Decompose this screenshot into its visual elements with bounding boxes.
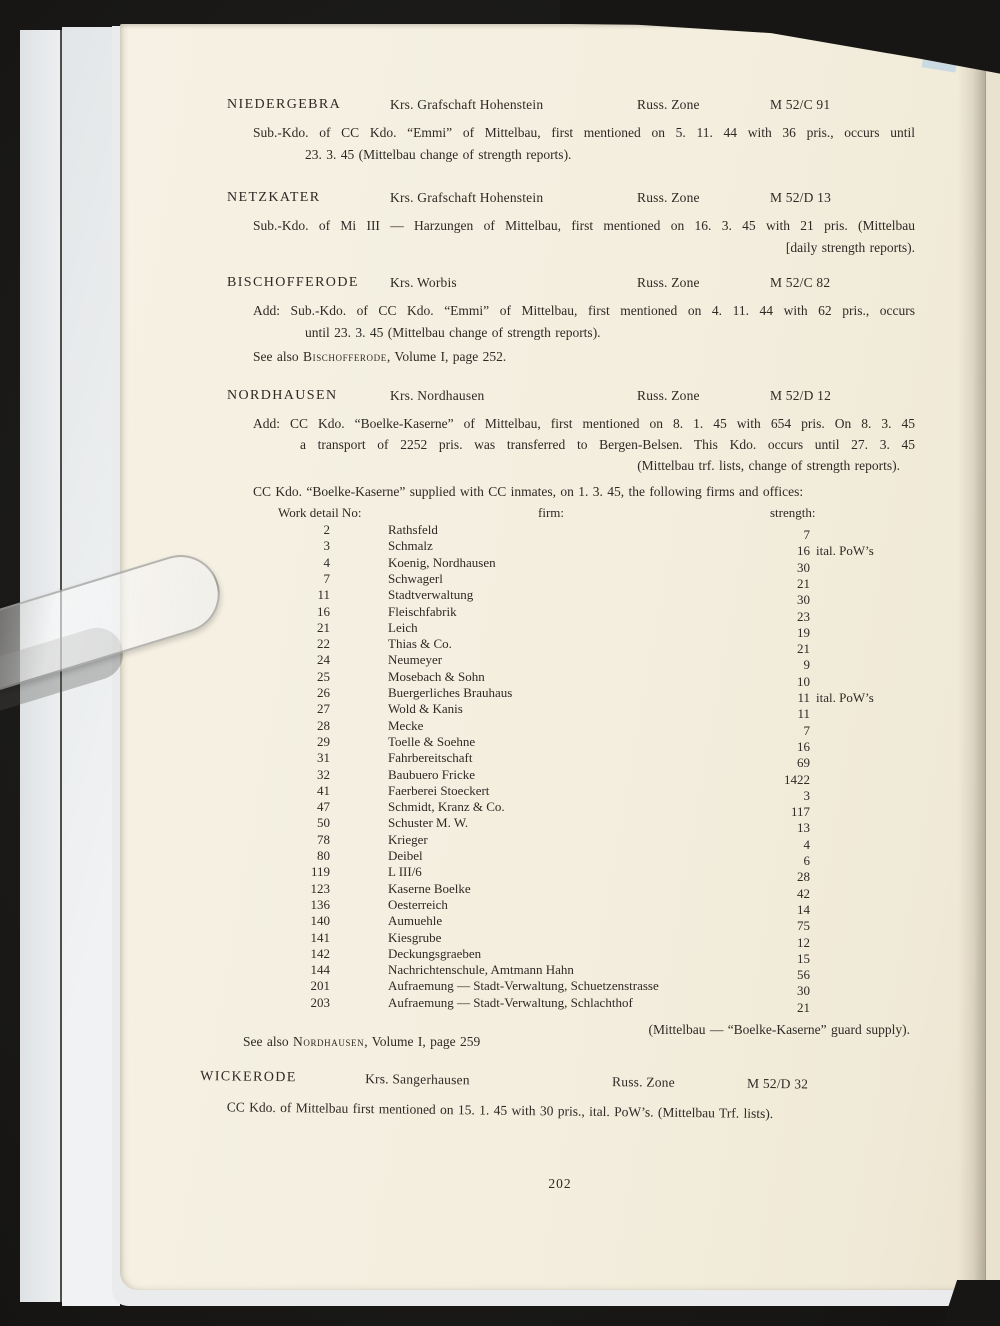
entry-text-line: Add: CC Kdo. “Boelke-Kaserne” of Mittelbau, first mentioned on 8. 1. 45 with 654 pris. On 8. 3. 45 (253, 416, 915, 431)
firm-name: Thias & Co. (388, 636, 452, 652)
firm-name: Aufraemung — Stadt-Verwaltung, Schuetzenstrasse (388, 978, 659, 994)
entry-text-line: [daily strength reports). (785, 240, 915, 255)
work-detail-no: 24 (317, 652, 330, 668)
firm-name: Schuster M. W. (388, 815, 469, 831)
work-detail-no: 21 (317, 619, 330, 635)
entry-ref: M 52/D 13 (770, 190, 832, 205)
entry-text-line: a transport of 2252 pris. was transferred to Bergen-Belsen. This Kdo. occurs until 27. 3. 45 (300, 437, 915, 452)
firm-name: Schwagerl (388, 570, 443, 586)
entry-district: Krs. Worbis (390, 275, 457, 290)
work-detail-no: 26 (317, 685, 330, 700)
strength-value: 19 (797, 624, 810, 640)
strength-value: 7 (803, 722, 810, 738)
entry-name: NIEDERGEBRA (227, 97, 342, 112)
work-detail-no: 141 (310, 929, 330, 945)
firm-name: Koenig, Nordhausen (388, 554, 496, 570)
strength-value: 30 (797, 983, 810, 999)
work-detail-no: 142 (310, 945, 330, 961)
entry-zone: Russ. Zone (637, 275, 700, 290)
strength-value: 9 (803, 657, 810, 673)
entry-text-line: Add: Sub.-Kdo. of CC Kdo. “Emmi” of Mittelbau, first mentioned on 4. 11. 44 with 62 pris., occurs (253, 303, 915, 318)
strength-value: 3 (803, 787, 810, 803)
strength-value: 7 (803, 527, 810, 542)
section-wickerode (105, 24, 1000, 1301)
strength-value: 4 (803, 836, 810, 852)
entry-name: NETZKATER (227, 190, 321, 205)
entry-zone: Russ. Zone (637, 190, 700, 205)
strength-value: 117 (790, 804, 810, 820)
strength-value: 21 (797, 575, 810, 591)
strength-value: 28 (797, 869, 810, 885)
entry-zone: Russ. Zone (612, 1074, 675, 1090)
entry-name: BISCHOFFERODE (227, 275, 359, 290)
table-header-work-detail-no: Work detail No: (278, 505, 362, 520)
work-detail-no: 2 (323, 522, 330, 537)
firm-name: Kaserne Boelke (388, 880, 471, 896)
strength-value: 21 (797, 999, 810, 1015)
work-detail-no: 22 (317, 636, 330, 652)
strength-value: 16 (797, 738, 810, 754)
firm-name: Rathsfeld (388, 522, 438, 537)
firm-name: Aufraemung — Stadt-Verwaltung, Schlachthof (388, 994, 633, 1010)
work-detail-no: 201 (310, 978, 330, 994)
strength-value: 11 (797, 690, 810, 705)
firm-name: Fahrbereitschaft (388, 750, 473, 766)
work-detail-no: 29 (317, 733, 330, 749)
work-detail-no: 136 (310, 896, 330, 912)
firm-name: Deckungsgraeben (388, 945, 482, 961)
entry-text-line: 23. 3. 45 (Mittelbau change of strength reports). (305, 147, 572, 162)
supply-intro-line: CC Kdo. “Boelke-Kaserne” supplied with CC inmates, on 1. 3. 45, the following firms and offices: (253, 484, 804, 499)
see-also-suffix: , Volume I, page 259 (364, 1034, 481, 1049)
strength-value: 56 (797, 967, 810, 983)
strength-value: 14 (797, 901, 810, 917)
firm-name: Kiesgrube (388, 929, 442, 945)
table-header-strength: strength: (770, 505, 816, 520)
work-detail-no: 140 (310, 913, 330, 929)
entry-text-line: Sub.-Kdo. of Mi III — Harzungen of Mittelbau, first mentioned on 16. 3. 45 with 21 pris. (Mittelbau (253, 218, 915, 233)
entry-ref: M 52/C 91 (770, 97, 831, 112)
strength-value: 15 (797, 950, 810, 966)
document-page (120, 24, 1000, 1290)
strength-value: 6 (803, 853, 810, 868)
entry-district: Krs. Nordhausen (390, 388, 485, 403)
entry-ref: M 52/D 12 (770, 388, 832, 403)
page-number: 202 (548, 1176, 572, 1191)
firm-name: Leich (388, 619, 418, 635)
firm-name: Buergerliches Brauhaus (388, 685, 513, 700)
firm-name: Fleischfabrik (388, 603, 457, 619)
entry-zone: Russ. Zone (637, 97, 700, 112)
strength-value: 11 (797, 706, 810, 722)
table-header-firm: firm: (538, 505, 564, 520)
firm-name: Wold & Kanis (388, 701, 463, 717)
entry-name: WICKERODE (200, 1069, 297, 1086)
firm-name: Toelle & Soehne (388, 733, 476, 749)
strength-note: ital. PoW’s (816, 690, 874, 705)
binding-crease-shadow (958, 24, 986, 1290)
see-also-prefix: See also (253, 349, 303, 364)
firm-name: Faerberei Stoeckert (388, 782, 490, 798)
work-detail-no: 11 (317, 587, 330, 603)
firm-name: Nachrichtenschule, Amtmann Hahn (388, 962, 574, 978)
work-detail-no: 3 (323, 538, 330, 554)
strength-value: 16 (797, 543, 810, 559)
strength-value: 23 (797, 608, 810, 624)
strength-value: 30 (797, 559, 810, 575)
entry-ref: M 52/C 82 (770, 275, 831, 290)
strength-value: 30 (797, 592, 810, 608)
entry-district: Krs. Grafschaft Hohenstein (390, 190, 544, 205)
firm-name: Stadtverwaltung (388, 587, 474, 603)
entry-text-line: CC Kdo. of Mittelbau first mentioned on 15. 1. 45 with 30 pris., ital. PoW’s. (Mittelbau Trf. lists). (226, 1099, 774, 1122)
guard-supply-note: (Mittelbau — “Boelke-Kaserne” guard supply). (648, 1022, 910, 1037)
strength-value: 1422 (784, 771, 810, 787)
firm-name: Baubuero Fricke (388, 766, 476, 782)
strength-value: 13 (797, 820, 810, 836)
work-detail-no: 27 (317, 701, 330, 717)
entry-zone: Russ. Zone (637, 388, 700, 403)
strength-value: 10 (797, 673, 810, 689)
work-detail-no: 123 (310, 880, 330, 896)
strength-value: 42 (797, 885, 810, 901)
entry-name: NORDHAUSEN (227, 388, 338, 403)
see-also-suffix: , Volume I, page 252. (386, 349, 507, 364)
firm-name: Aumuehle (388, 913, 443, 929)
firm-name: Oesterreich (388, 896, 448, 912)
entry-text-line: until 23. 3. 45 (Mittelbau change of strength reports). (305, 325, 601, 340)
firm-name: Mecke (388, 717, 424, 733)
firm-name: Neumeyer (388, 652, 443, 668)
work-detail-no: 41 (317, 782, 330, 798)
work-detail-no: 50 (317, 815, 330, 831)
work-detail-no: 144 (310, 962, 330, 978)
entry-district: Krs. Sangerhausen (365, 1071, 470, 1088)
strength-value: 75 (797, 918, 810, 934)
opposite-page-edge (985, 24, 1000, 1290)
strength-note: ital. PoW’s (816, 543, 874, 559)
work-detail-no: 16 (317, 603, 330, 619)
work-detail-no: 32 (317, 766, 330, 782)
entry-text-line: Sub.-Kdo. of CC Kdo. “Emmi” of Mittelbau, first mentioned on 5. 11. 44 with 36 pris., occurs until (253, 125, 915, 140)
strength-value: 12 (797, 934, 810, 950)
work-detail-no: 7 (323, 570, 330, 586)
entry-text-line: (Mittelbau trf. lists, change of strength reports). (637, 458, 900, 473)
work-detail-no: 78 (317, 831, 330, 847)
firm-name: Schmalz (388, 538, 433, 554)
work-detail-no: 119 (310, 864, 330, 880)
see-also-name: Bischofferode (303, 349, 387, 364)
see-also-prefix: See also (243, 1034, 293, 1049)
see-also-name: Nordhausen (293, 1034, 365, 1049)
firm-name: Schmidt, Kranz & Co. (388, 799, 505, 815)
strength-value: 69 (797, 755, 810, 771)
firm-name: L III/6 (388, 864, 422, 880)
work-detail-no: 4 (323, 554, 330, 570)
work-detail-no: 203 (310, 994, 330, 1010)
firm-name: Deibel (388, 848, 423, 863)
work-detail-no: 47 (317, 799, 330, 815)
strength-value: 21 (797, 641, 810, 657)
work-detail-no: 25 (317, 668, 330, 684)
work-detail-no: 28 (317, 717, 330, 733)
work-detail-no: 31 (317, 750, 330, 766)
firm-name: Mosebach & Sohn (388, 668, 485, 684)
firm-name: Krieger (388, 831, 428, 847)
entry-district: Krs. Grafschaft Hohenstein (390, 97, 544, 112)
work-detail-no: 80 (317, 848, 330, 863)
entry-ref: M 52/D 32 (747, 1075, 809, 1092)
